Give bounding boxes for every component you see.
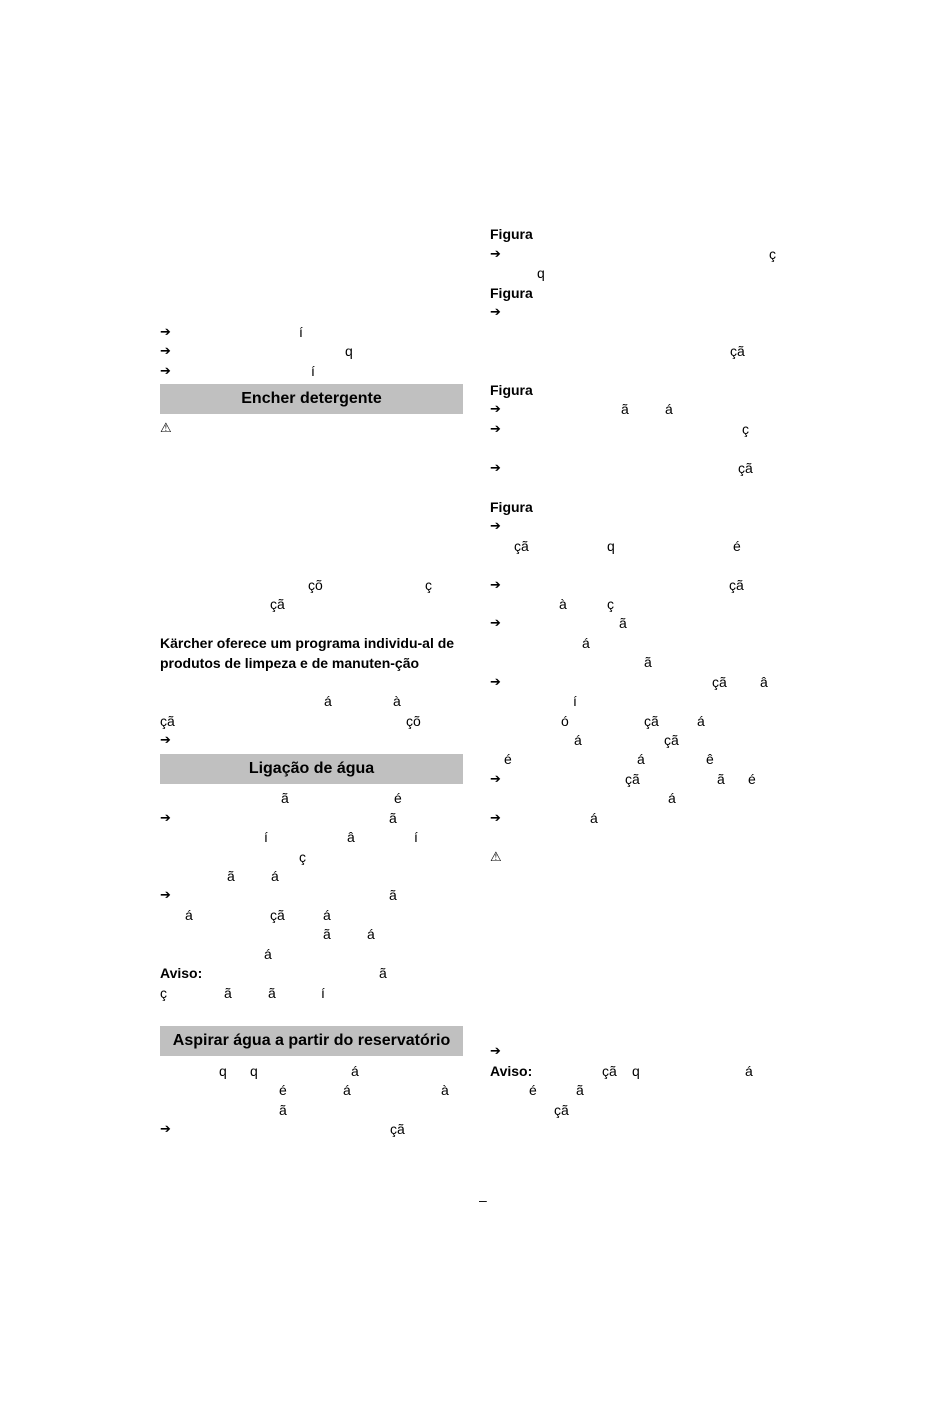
text-fragment: çõ bbox=[406, 713, 421, 729]
text-fragment: á bbox=[271, 868, 279, 884]
text-fragment: ç bbox=[607, 596, 614, 612]
arrow-icon: ➔ bbox=[490, 577, 501, 592]
text-fragment: çã bbox=[270, 907, 285, 923]
text-fragment: é bbox=[394, 790, 402, 806]
arrow-icon: ➔ bbox=[160, 343, 171, 358]
text-fragment: á bbox=[668, 790, 676, 806]
text-fragment: ç bbox=[299, 849, 306, 865]
text-fragment: q bbox=[219, 1063, 227, 1079]
text-fragment: â bbox=[347, 829, 355, 845]
text-line bbox=[160, 983, 463, 1003]
text-fragment: ã bbox=[619, 615, 627, 631]
text-fragment: à bbox=[393, 693, 401, 709]
text-line bbox=[160, 905, 463, 925]
text-line bbox=[490, 458, 790, 478]
text-line bbox=[490, 302, 790, 322]
text-fragment: ã bbox=[323, 926, 331, 942]
text-line bbox=[160, 1119, 463, 1139]
text-fragment: á bbox=[323, 907, 331, 923]
text-fragment: ê bbox=[706, 751, 714, 767]
text-line bbox=[490, 652, 790, 672]
text-fragment: â bbox=[760, 674, 768, 690]
text-fragment: çã bbox=[270, 596, 285, 612]
text-fragment: é bbox=[504, 751, 512, 767]
text-fragment: çã bbox=[514, 538, 529, 554]
text-fragment: ã bbox=[389, 887, 397, 903]
figure-label: Figura bbox=[490, 285, 533, 301]
text-fragment: à bbox=[441, 1082, 449, 1098]
text-line bbox=[490, 399, 790, 419]
text-line bbox=[490, 575, 790, 595]
arrow-icon: ➔ bbox=[160, 810, 171, 825]
text-fragment: á bbox=[324, 693, 332, 709]
text-line bbox=[160, 788, 463, 808]
text-line bbox=[490, 633, 790, 653]
text-line bbox=[490, 244, 790, 264]
text-fragment: ã bbox=[281, 790, 289, 806]
text-fragment: çã bbox=[664, 732, 679, 748]
text-fragment: í bbox=[264, 829, 268, 845]
text-fragment: ã bbox=[621, 401, 629, 417]
arrow-icon: ➔ bbox=[160, 363, 171, 378]
text-fragment: é bbox=[748, 771, 756, 787]
warning-icon: ⚠ bbox=[490, 849, 502, 864]
text-line bbox=[160, 575, 463, 595]
notice-label: Aviso: bbox=[490, 1063, 533, 1079]
text-line bbox=[490, 613, 790, 633]
text-line bbox=[490, 769, 790, 789]
arrow-icon: ➔ bbox=[490, 1043, 501, 1058]
text-fragment: í bbox=[311, 363, 315, 379]
arrow-icon: ➔ bbox=[490, 674, 501, 689]
text-fragment: çã bbox=[390, 1121, 405, 1137]
arrow-icon: ➔ bbox=[490, 615, 501, 630]
text-fragment: á bbox=[745, 1063, 753, 1079]
text-fragment: í bbox=[321, 985, 325, 1001]
arrow-icon: ➔ bbox=[160, 732, 171, 747]
text-fragment: à bbox=[559, 596, 567, 612]
page-number: – bbox=[479, 1192, 487, 1208]
text-fragment: ã bbox=[279, 1102, 287, 1118]
text-line bbox=[490, 672, 790, 692]
text-fragment: ã bbox=[576, 1082, 584, 1098]
section-heading-ligacao-de-agua: Ligação de água bbox=[160, 754, 463, 784]
text-fragment: çã bbox=[602, 1063, 617, 1079]
figure-label: Figura bbox=[490, 499, 533, 515]
text-fragment: á bbox=[343, 1082, 351, 1098]
text-fragment: ç bbox=[160, 985, 167, 1001]
text-line bbox=[160, 322, 463, 342]
warning-icon: ⚠ bbox=[160, 420, 172, 435]
text-fragment: á bbox=[590, 810, 598, 826]
text-fragment: í bbox=[573, 693, 577, 709]
text-fragment: çã bbox=[554, 1102, 569, 1118]
text-fragment: í bbox=[414, 829, 418, 845]
text-fragment: çã bbox=[712, 674, 727, 690]
text-line bbox=[490, 1041, 790, 1061]
text-line bbox=[160, 1061, 463, 1081]
text-line bbox=[490, 594, 790, 614]
notice-label: Aviso: bbox=[160, 965, 203, 981]
text-line bbox=[490, 691, 790, 711]
text-line bbox=[490, 1080, 790, 1100]
text-fragment: çã bbox=[730, 343, 745, 359]
text-fragment: ã bbox=[224, 985, 232, 1001]
text-fragment: çã bbox=[729, 577, 744, 593]
arrow-icon: ➔ bbox=[490, 421, 501, 436]
text-line bbox=[160, 827, 463, 847]
text-line bbox=[160, 924, 463, 944]
text-line bbox=[160, 847, 463, 867]
text-fragment: ã bbox=[644, 654, 652, 670]
arrow-icon: ➔ bbox=[490, 304, 501, 319]
text-line bbox=[160, 341, 463, 361]
text-fragment: á bbox=[637, 751, 645, 767]
text-line bbox=[490, 711, 790, 731]
karcher-program-paragraph: Kärcher oferece um programa individu-al de produtos de limpeza e de manuten-ção bbox=[160, 635, 455, 671]
text-line bbox=[490, 341, 790, 361]
figure-label: Figura bbox=[490, 382, 533, 398]
text-fragment: é bbox=[733, 538, 741, 554]
figure-label: Figura bbox=[490, 226, 533, 242]
arrow-icon: ➔ bbox=[490, 518, 501, 533]
text-line bbox=[490, 847, 790, 867]
arrow-icon: ➔ bbox=[490, 810, 501, 825]
section-heading-encher-detergente: Encher detergente bbox=[160, 384, 463, 414]
text-fragment: ã bbox=[717, 771, 725, 787]
text-fragment: á bbox=[697, 713, 705, 729]
arrow-icon: ➔ bbox=[490, 401, 501, 416]
arrow-icon: ➔ bbox=[490, 246, 501, 261]
text-fragment: q bbox=[607, 538, 615, 554]
section-heading-aspirar-agua: Aspirar água a partir do reservatório bbox=[160, 1026, 463, 1056]
arrow-icon: ➔ bbox=[490, 771, 501, 786]
text-line bbox=[490, 749, 790, 769]
text-fragment: ã bbox=[379, 965, 387, 981]
arrow-icon: ➔ bbox=[490, 460, 501, 475]
text-fragment: á bbox=[367, 926, 375, 942]
text-line bbox=[160, 885, 463, 905]
text-fragment: ó bbox=[561, 713, 569, 729]
text-fragment: q bbox=[250, 1063, 258, 1079]
text-line bbox=[160, 808, 463, 828]
text-line bbox=[160, 361, 463, 381]
text-fragment: çã bbox=[160, 713, 175, 729]
text-fragment: ã bbox=[227, 868, 235, 884]
text-line bbox=[160, 866, 463, 886]
text-fragment: çõ bbox=[308, 577, 323, 593]
text-line bbox=[490, 730, 790, 750]
text-line bbox=[160, 963, 463, 983]
text-line bbox=[490, 536, 790, 556]
text-line bbox=[490, 1100, 790, 1120]
text-fragment: é bbox=[279, 1082, 287, 1098]
text-line bbox=[490, 1061, 790, 1081]
text-fragment: çã bbox=[625, 771, 640, 787]
text-fragment: çã bbox=[738, 460, 753, 476]
text-fragment: á bbox=[574, 732, 582, 748]
text-fragment: á bbox=[185, 907, 193, 923]
text-line bbox=[160, 691, 463, 711]
arrow-icon: ➔ bbox=[160, 887, 171, 902]
text-line bbox=[490, 419, 790, 439]
text-fragment: ç bbox=[742, 421, 749, 437]
text-line bbox=[160, 730, 463, 750]
text-fragment: ã bbox=[268, 985, 276, 1001]
text-line bbox=[160, 1080, 463, 1100]
text-line bbox=[490, 808, 790, 828]
text-fragment: q bbox=[537, 265, 545, 281]
text-fragment: q bbox=[345, 343, 353, 359]
arrow-icon: ➔ bbox=[160, 1121, 171, 1136]
text-fragment: çã bbox=[644, 713, 659, 729]
text-line bbox=[490, 263, 790, 283]
text-fragment: á bbox=[582, 635, 590, 651]
text-line bbox=[490, 788, 790, 808]
text-line bbox=[160, 1100, 463, 1120]
text-line bbox=[160, 711, 463, 731]
arrow-icon: ➔ bbox=[160, 324, 171, 339]
text-fragment: á bbox=[351, 1063, 359, 1079]
text-line bbox=[160, 418, 463, 438]
text-fragment: é bbox=[529, 1082, 537, 1098]
text-fragment: í bbox=[299, 324, 303, 340]
text-fragment: á bbox=[665, 401, 673, 417]
text-fragment: ç bbox=[769, 246, 776, 262]
text-line bbox=[160, 944, 463, 964]
text-fragment: ã bbox=[389, 810, 397, 826]
text-line bbox=[490, 516, 790, 536]
text-fragment: á bbox=[264, 946, 272, 962]
text-fragment: ç bbox=[425, 577, 432, 593]
text-fragment: q bbox=[632, 1063, 640, 1079]
text-line bbox=[160, 594, 463, 614]
